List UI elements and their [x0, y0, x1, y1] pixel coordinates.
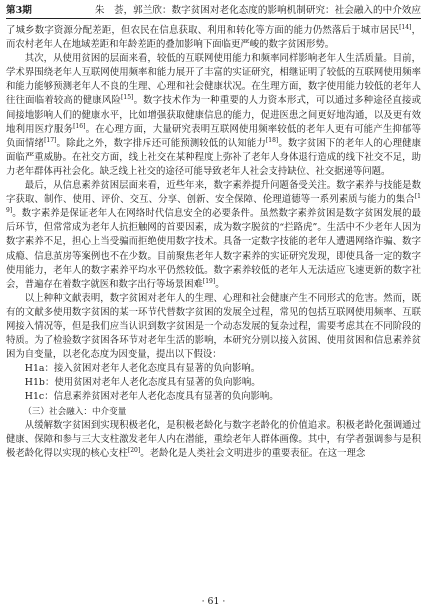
- text-run: 。: [215, 278, 225, 290]
- text-run: 。在心理方面，大量研究表明互联网使用频率较低的老年人更有可能产生抑郁等负面情绪: [6, 123, 421, 149]
- text-run: 。数字贫困下的老年人的心理健康面临严重威胁。在社交方面，线上社交在某种程度上弥补了老年人身体退行造成的线下社交不足，助力老年群体再社会化。缺乏线上社交的途径可能导致老年人社会支持缺位、社交据递等问题。: [6, 137, 421, 177]
- text-run: H1b：使用贫困对老年人老化态度具有显著的负向影响。: [24, 377, 261, 389]
- citation-ref: [16]: [73, 122, 86, 130]
- citation-ref: [18]: [265, 136, 279, 144]
- paragraph-p2: [6, 52, 421, 179]
- paragraph-p5: [6, 419, 421, 461]
- article-body: [6, 24, 421, 461]
- citation-ref: [19]: [202, 277, 216, 285]
- text-run: H1a：接入贫困对老年人老化态度具有显著的负向影响。: [24, 363, 261, 375]
- page-number: · 61 ·: [201, 596, 226, 607]
- text-run: 。老龄化是人类社会文明进步的重要表征。在这一理念: [140, 447, 366, 459]
- text-run: H1c：信息素养贫困对老年人老化态度具有显著的负向影响。: [24, 391, 279, 403]
- hypothesis-h1b: [6, 376, 421, 390]
- issue-number: 第3期: [6, 5, 32, 16]
- text-run: 。除此之外，数字排斥还可能预测较低的认知能力: [56, 137, 266, 149]
- section-subheading: [6, 405, 421, 419]
- text-run: 了城乡数字资源分配差距，但农民在信息获取、利用和转化等方面的能力仍然落后于城市居民: [6, 25, 400, 36]
- text-run: 。数字素养是保证老年人在网络时代信息安全的必要条件。虽然数字素养贫困是数字贫困发展的最后环节，但常常成为老年人抗拒触网的首要因素，成为数字脱贫的“拦路虎”。生活中不少老年人因为数字素养不足，担心上当受骗而拒绝使用数字技术。具备一定数字技能的老年人遭遇网络诈骗、数字成瘾、信息茧房等案例也不在少数。目前聚焦老年人数字素养的实证研究发现，即使具备一定的数字使用能力，老年人的数字素养平均水平仍然较低。数字素养较低的老年人无法适应飞速更新的数字社会，普遍存在着数字就医和数字出行等场景困难: [6, 208, 421, 290]
- hypothesis-h1a: [6, 362, 421, 376]
- hypothesis-h1c: [6, 390, 421, 404]
- citation-ref: [19]: [6, 193, 421, 215]
- citation-ref: [15]: [121, 94, 134, 102]
- citation-ref: [17]: [44, 136, 57, 144]
- citation-ref: [20]: [127, 446, 141, 454]
- paragraph-p1: [6, 24, 421, 52]
- running-header: [6, 3, 421, 19]
- text-run: ，而农村老年人在地域差距和年龄差距的叠加影响下面临更严峻的数字贫困形势。: [6, 25, 421, 51]
- running-title: 朱 荟，郭兰欣：数字贫困对老化态度的影响机制研究：社会融入的中介效应: [94, 5, 421, 16]
- citation-ref: [14]: [399, 23, 412, 31]
- text-run: 。数字技术作为一种重要的人力资本形式，可以通过多种途径直接或间接地影响人们的健康水平，比如增强获取健康信息的能力，促进医患之间更好地沟通，以及更有效地利用医疗服务: [6, 95, 421, 135]
- text-run: 最后，从信息素养贫困层面来看，近些年来，数字素养提升问题备受关注。数字素养与技能是数字获取、制作、使用、评价、交互、分享、创新、安全保障、伦理道德等一系列素质与能力的集合: [6, 180, 421, 206]
- text-run: （三）社会融入：中介变量: [23, 406, 127, 417]
- text-run: 从缓解数字贫困到实现积极老化，是积极老龄化与数字老龄化的价值追求。积极老龄化强调通过健康、保障和参与三大支柱激发老年人内在潜能，重绘老年人群体画像。其中，有学者强调参与是积极老龄化得以实现的核心支柱: [6, 419, 421, 459]
- paragraph-p3: [6, 179, 421, 292]
- text-run: 其次，从使用贫困的层面来看，较低的互联网使用能力和频率同样影响老年人生活质量。目前，学术界围绕老年人互联网使用频率和能力展开了丰富的实证研究，相继证明了较低的互联网使用频率和能力能够预测老年人不良的生理、心理和社会健康状况。在生理方面，数字使用能力较低的老年人往往面临着较高的健康风险: [6, 53, 421, 107]
- text-run: 以上种种文献表明，数字贫困对老年人的生理、心理和社会健康产生不同形式的危害。然而，既有的文献多使用数字贫困的某一环节代替数字贫困的发展全过程，常见的包括互联网使用频率、互联网接入情况等，但是我们应当认识到数字贫困是一个动态发展的复杂过程，需要考虑其在不同阶段的特质。为了检验数字贫困各环节对老年生活的影响，本研究分别以接入贫困、使用贫困和信息素养贫困为自变量，以老化态度为因变量，提出以下假设：: [6, 292, 421, 361]
- paragraph-p4: [6, 292, 421, 362]
